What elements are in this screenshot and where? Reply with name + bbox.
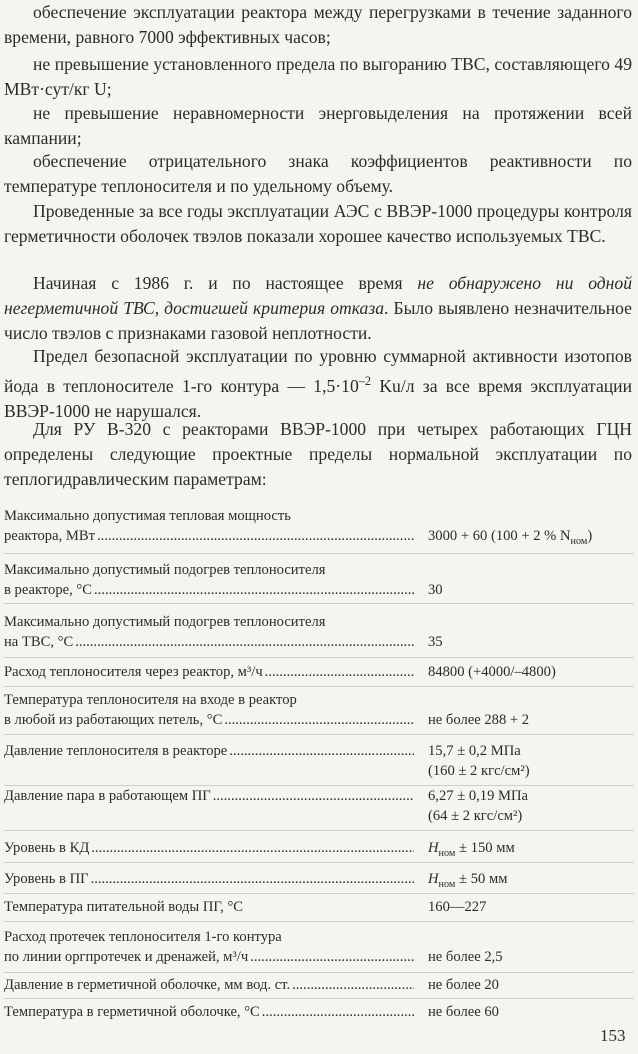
row-label: Давление в герметичной оболочке, мм вод. ст. ..... (4, 975, 414, 995)
row-divider (4, 862, 634, 863)
row-value: $H_{ном} \pm 150$ мм (428, 840, 515, 859)
row-label: Расход теплоносителя через реактор, м³/ч ..... (4, 662, 414, 682)
row-value: 6,27 ± 0,19 МПа (64 ± 2 кгс/см²) (428, 788, 529, 824)
row-divider (4, 686, 634, 687)
paragraph-5: Проведенные за все годы эксплуатации АЭС с ВВЭР-1000 процедуры контроля герметичности оболочек твэлов показали хорошее качество используемых ТВС. (4, 201, 632, 246)
row-label: Расход протечек теплоносителя 1-го контура по линии оргпротечек и дренажей, м³/ч ..... (4, 927, 414, 967)
row-divider (4, 830, 634, 831)
row-label: Уровень в ПГ ..... (4, 869, 414, 889)
row-divider (4, 998, 634, 999)
paragraph-3: не превышение неравномерности энерговыделения на протяжении всей кампании; (4, 103, 632, 148)
row-label: Температура питательной воды ПГ, °С (4, 899, 244, 915)
row-label: Давление пара в работающем ПГ ..... (4, 786, 414, 806)
row-value: 15,7 ± 0,2 МПа (160 ± 2 кгс/см²) (428, 743, 530, 779)
row-value: не более 60 (428, 1004, 499, 1020)
paragraph-7: Предел безопасной эксплуатации по уровню суммарной активности изотопов йода в теплоносителе 1-го контура — $1,5\cdot 10^{-2}$ Ku/л за все время эксплуатации ВВЭР-1000 не нарушался. (4, 346, 633, 421)
row-divider (4, 734, 634, 735)
row-value: 30 (428, 582, 443, 598)
paragraph-6: Начиная с 1986 г. и по настоящее время не обнаружено ни одной негерметичной ТВС, достигшей критерия отказа. Было выявлено незначительное число твэлов с признаками газовой неплотности. (4, 273, 632, 343)
page-number: 153 (600, 1026, 626, 1045)
paragraph-1: обеспечение эксплуатации реактора между перегрузками в течение заданного времени, равного 7000 эффективных часов; (4, 2, 632, 47)
row-label: Максимально допустимая тепловая мощность реактора, МВт ..... (4, 506, 414, 546)
row-label: Уровень в КД ..... (4, 838, 414, 858)
row-value: не более 2,5 (428, 949, 503, 965)
row-label: Максимально допустимый подогрев теплоносителя в реакторе, °С ..... (4, 560, 414, 600)
row-value: не более 20 (428, 977, 499, 993)
row-label: Давление теплоносителя в реакторе ..... (4, 741, 414, 761)
row-label: Температура теплоносителя на входе в реактор в любой из работающих петель, °С ..... (4, 690, 414, 730)
row-value: 160—227 (428, 899, 487, 915)
row-divider (4, 603, 634, 604)
paragraph-8: Для РУ В-320 с реакторами ВВЭР-1000 при четырех работающих ГЦН определены следующие проектные пределы нормальной эксплуатации по теплогидравлическим параметрам: (4, 419, 632, 489)
row-value: 35 (428, 634, 443, 650)
row-divider (4, 553, 634, 554)
row-divider (4, 972, 634, 973)
paragraph-2: не превышение установленного предела по выгоранию ТВС, составляющего 49 МВт·сут/кг U; (4, 54, 632, 99)
row-divider (4, 921, 634, 922)
row-label: Температура в герметичной оболочке, °С ..... (4, 1002, 414, 1022)
paragraph-4: обеспечение отрицательного знака коэффициентов реактивности по температуре теплоносителя и по удельному объему. (4, 151, 632, 196)
row-value: не более 288 + 2 (428, 712, 530, 728)
row-value: 84800 (+4000/–4800) (428, 664, 556, 680)
row-value: $H_{ном} \pm 50$ мм (428, 871, 508, 890)
row-divider (4, 893, 634, 894)
row-label: Максимально допустимый подогрев теплоносителя на ТВС, °С ..... (4, 612, 414, 652)
row-value: 3000 + 60 (100 + 2 % $N_{ном}$) (428, 528, 593, 547)
row-divider (4, 657, 634, 658)
